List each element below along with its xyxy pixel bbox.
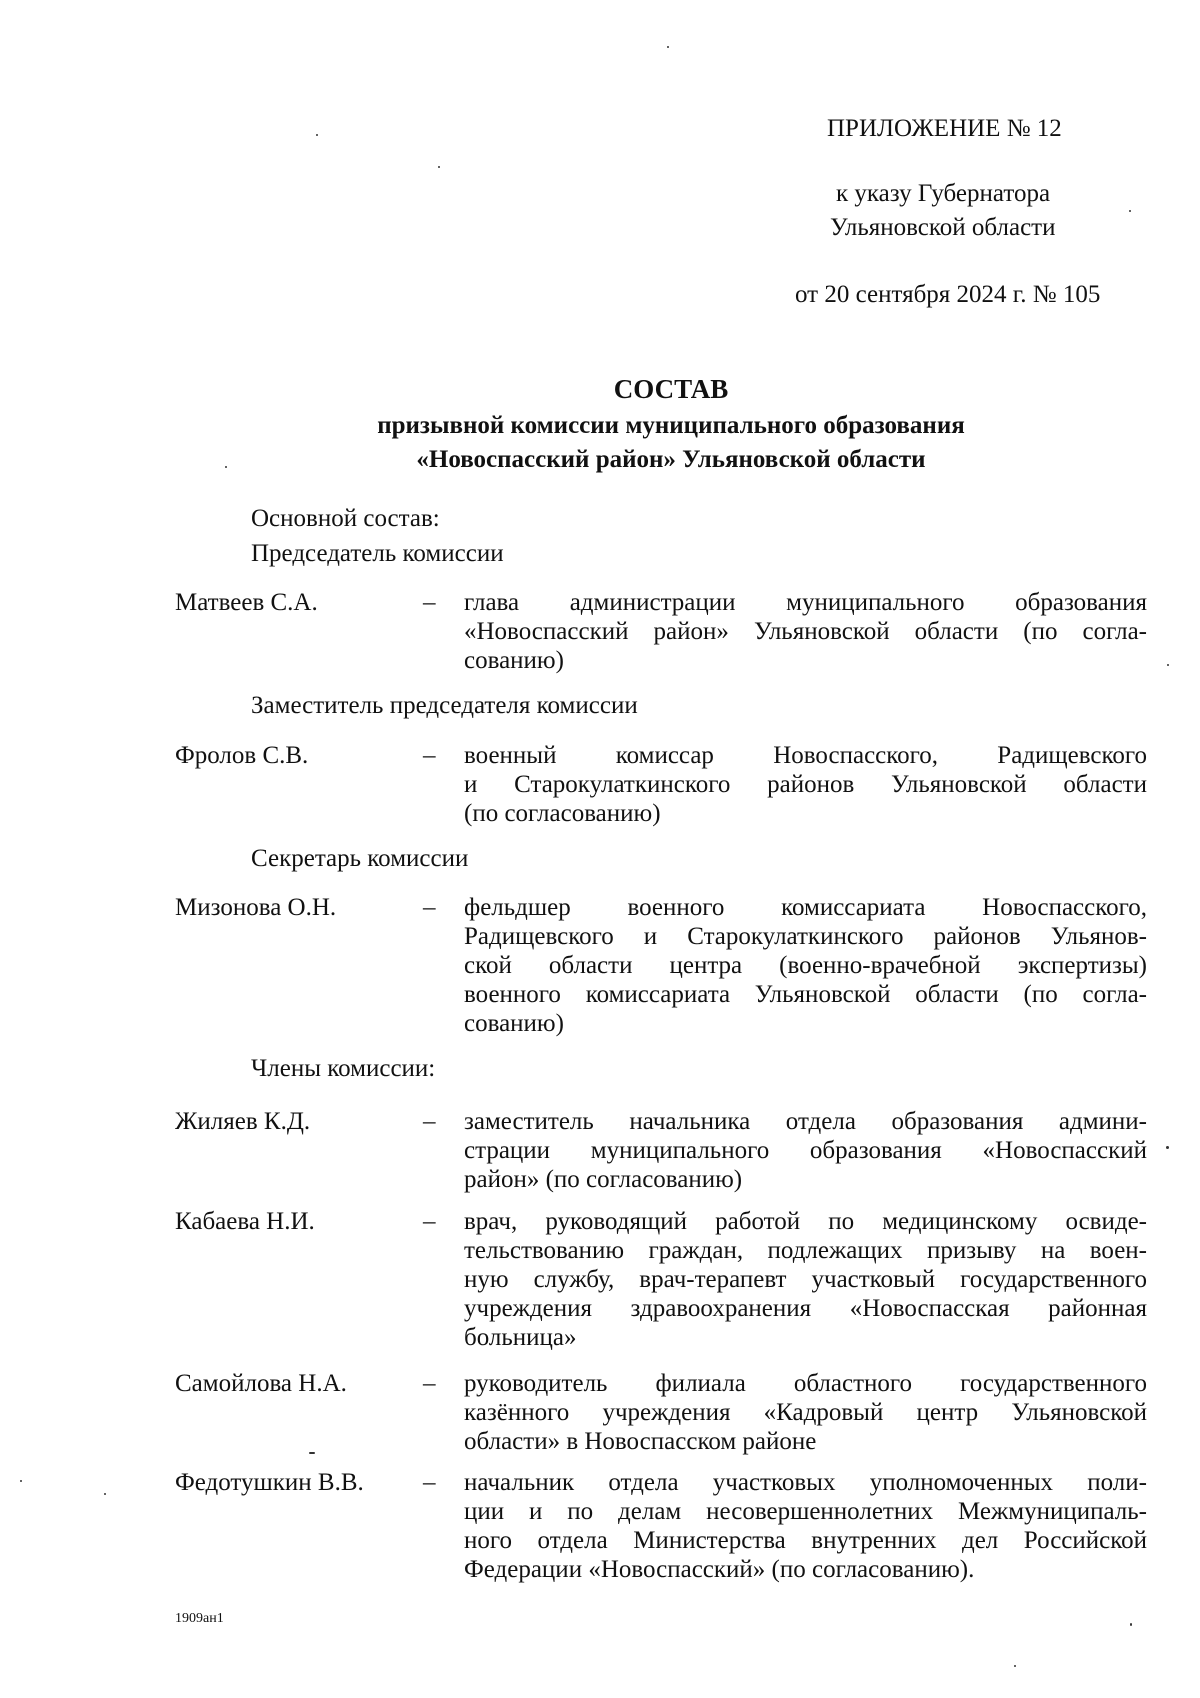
description-line: сованию): [464, 1010, 564, 1037]
scan-speck: [225, 466, 227, 468]
decree-reference-line-2: Ульяновской области: [830, 214, 1056, 241]
description-line: врач, руководящий работой по медицинскому освиде-: [464, 1208, 1147, 1235]
section-deputy: Заместитель председателя комиссии: [251, 692, 638, 719]
description-line: заместитель начальника отдела образования админи-: [464, 1108, 1147, 1135]
description-line: сованию): [464, 647, 564, 674]
scan-speck: [1014, 1665, 1016, 1667]
section-secretary: Секретарь комиссии: [251, 845, 469, 872]
scan-speck: [20, 1480, 22, 1482]
member-name: Фролов С.В.: [175, 742, 309, 769]
scan-speck: [1129, 210, 1131, 212]
member-dash: –: [423, 1469, 436, 1496]
description-line: ного отдела Министерства внутренних дел Российской: [464, 1527, 1147, 1554]
description-line: руководитель филиала областного государственного: [464, 1370, 1147, 1397]
scan-speck: [1167, 664, 1169, 666]
document-title: СОСТАВ: [613, 374, 729, 404]
section-chairman: Председатель комиссии: [251, 540, 504, 567]
member-name: Федотушкин В.В.: [175, 1469, 364, 1496]
scan-speck: [104, 1493, 106, 1495]
document-subtitle-line-1: призывной комиссии муниципального образования: [377, 412, 965, 439]
scan-speck: [309, 1452, 315, 1454]
description-line: Федерации «Новоспасский» (по согласованию).: [464, 1556, 975, 1583]
description-line: военного комиссариата Ульяновской области (по согла-: [464, 981, 1147, 1008]
member-name: Жиляев К.Д.: [175, 1108, 311, 1135]
member-name: Самойлова Н.А.: [175, 1370, 347, 1397]
description-line: Радищевского и Старокулаткинского районов Ульянов-: [464, 923, 1147, 950]
scan-speck: [1130, 1623, 1132, 1626]
description-line: страции муниципального образования «Новоспасский: [464, 1137, 1147, 1164]
member-name: Кабаева Н.И.: [175, 1208, 315, 1235]
member-name: Мизонова О.Н.: [175, 894, 337, 921]
member-description: [464, 588, 1147, 675]
member-dash: –: [423, 589, 436, 616]
description-line: учреждения здравоохранения «Новоспасская районная: [464, 1295, 1147, 1322]
description-line: ской области центра (военно-врачебной экспертизы): [464, 952, 1147, 979]
description-line: район» (по согласованию): [464, 1166, 743, 1193]
decree-reference-line-1: к указу Губернатора: [836, 180, 1051, 207]
description-line: ную службу, врач-терапевт участковый государственного: [464, 1266, 1147, 1293]
appendix-number: ПРИЛОЖЕНИЕ № 12: [827, 115, 1062, 142]
member-description: [464, 1468, 1147, 1584]
decree-date: от 20 сентября 2024 г. № 105: [795, 281, 1101, 308]
description-line: больница»: [464, 1324, 577, 1351]
description-line: (по согласованию): [464, 800, 661, 827]
section-members: Члены комиссии:: [251, 1055, 436, 1082]
scan-speck: [316, 134, 318, 136]
description-line: области» в Новоспасском районе: [464, 1428, 817, 1455]
member-description: [464, 1369, 1147, 1456]
description-line: военный комиссар Новоспасского, Радищевского: [464, 742, 1147, 769]
description-line: начальник отдела участковых уполномоченных поли-: [464, 1469, 1147, 1496]
description-line: казённого учреждения «Кадровый центр Ульяновской: [464, 1399, 1147, 1426]
member-description: [464, 1107, 1147, 1194]
member-dash: –: [423, 1370, 436, 1397]
member-description: [464, 1207, 1147, 1352]
description-line: и Старокулаткинского районов Ульяновской области: [464, 771, 1147, 798]
document-code: 1909ан1: [175, 1611, 224, 1626]
description-line: тельствованию граждан, подлежащих призыву на воен-: [464, 1237, 1147, 1264]
member-description: [464, 893, 1147, 1038]
description-line: фельдшер военного комиссариата Новоспасского,: [464, 894, 1147, 921]
section-main-composition: Основной состав:: [251, 505, 440, 532]
description-line: ции и по делам несовершеннолетних Межмуниципаль-: [464, 1498, 1147, 1525]
scan-speck: [667, 46, 669, 48]
member-dash: –: [423, 742, 436, 769]
member-description: [464, 741, 1147, 828]
document-subtitle-line-2: «Новоспасский район» Ульяновской области: [416, 446, 926, 473]
scan-speck: [438, 166, 440, 168]
description-line: «Новоспасский район» Ульяновской области (по согла-: [464, 618, 1147, 645]
scan-speck: [1166, 1146, 1169, 1149]
member-dash: –: [423, 1108, 436, 1135]
member-dash: –: [423, 1208, 436, 1235]
member-name: Матвеев С.А.: [175, 589, 318, 616]
description-line: глава администрации муниципального образования: [464, 589, 1147, 616]
member-dash: –: [423, 894, 436, 921]
